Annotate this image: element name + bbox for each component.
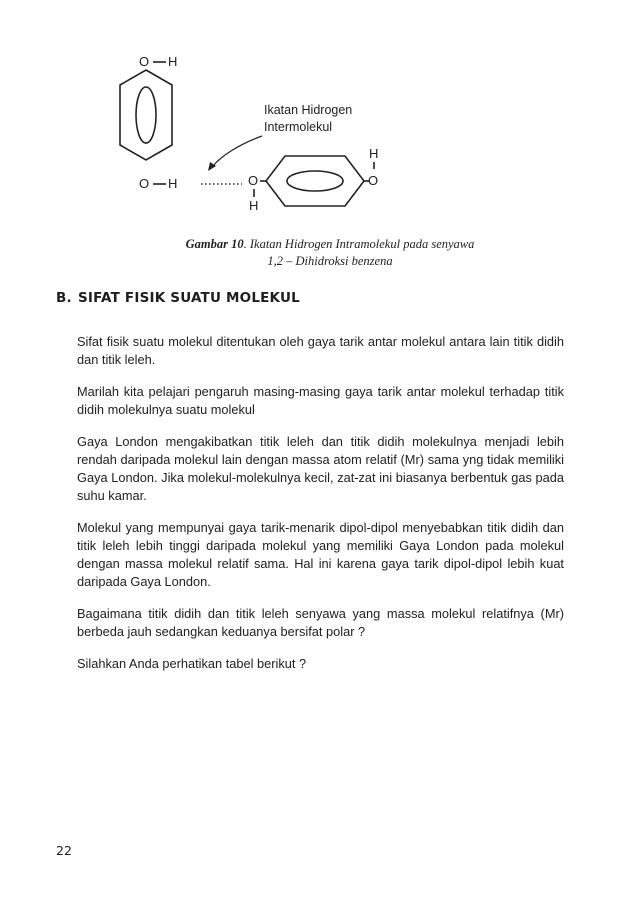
figure-caption <box>150 236 510 270</box>
left-benzene-ring <box>120 70 172 160</box>
paragraph: Marilah kita pelajari pengaruh masing-masing gaya tarik antar molekul terhadap titik didih molekulnya suatu molekul <box>77 384 564 417</box>
atom-o-right-right: O <box>368 173 379 188</box>
atom-h-right-below: H <box>249 198 259 213</box>
atom-h-left-top: H <box>168 54 178 69</box>
caption-line-1 <box>150 236 510 253</box>
figure-annotation <box>264 102 352 136</box>
section-title: SIFAT FISIK SUATU MOLEKUL <box>78 290 300 306</box>
section-number: B. <box>56 290 72 306</box>
paragraph: Sifat fisik suatu molekul ditentukan oleh gaya tarik antar molekul antara lain titik didih dan titik leleh. <box>77 334 564 367</box>
paragraph: Silahkan Anda perhatikan tabel berikut ? <box>77 656 307 671</box>
caption-line-2: 1,2 – Dihidroksi benzena <box>267 254 393 268</box>
atom-h-right-above: H <box>369 146 379 161</box>
atom-o-left-bottom: O <box>139 176 150 191</box>
label-arrow <box>212 136 262 167</box>
annotation-line-2: Intermolekul <box>264 120 333 134</box>
caption-label: Gambar 10 <box>185 237 244 251</box>
right-benzene-ring <box>266 156 364 206</box>
body-text <box>77 333 564 687</box>
paragraph: Molekul yang mempunyai gaya tarik-menarik dipol-dipol menyebabkan titik didih dan titik leleh lebih tinggi daripada molekul yang memiliki Gaya London pada molekul dengan massa molekul relatif sama. Hal ini karena gaya tarik dipol-dipol lebih kuat daripada Gaya London. <box>77 520 564 589</box>
left-ring-circle <box>136 87 156 143</box>
caption-text: . Ikatan Hidrogen Intramolekul pada senyawa <box>243 237 475 251</box>
paragraph: Bagaimana titik didih dan titik leleh senyawa yang massa molekul relatifnya (Mr) berbeda jauh sedangkan keduanya bersifat polar ? <box>77 606 564 639</box>
hydrogen-bond-figure <box>0 0 638 230</box>
right-ring-circle <box>287 171 343 191</box>
page-number: 22 <box>56 843 72 858</box>
atom-h-left-bottom: H <box>168 176 178 191</box>
paragraph: Gaya London mengakibatkan titik leleh dan titik didih molekulnya menjadi lebih rendah daripada molekul lain dengan massa atom relatif (Mr) sama yng tidak memiliki Gaya London. Jika molekul-molekulnya kecil, zat-zat ini biasanya berbentuk gas pada suhu kamar. <box>77 434 564 503</box>
section-heading <box>56 290 300 306</box>
atom-o-left-top: O <box>139 54 150 69</box>
annotation-line-1: Ikatan Hidrogen <box>264 103 353 117</box>
atom-o-right-left: O <box>248 173 259 188</box>
